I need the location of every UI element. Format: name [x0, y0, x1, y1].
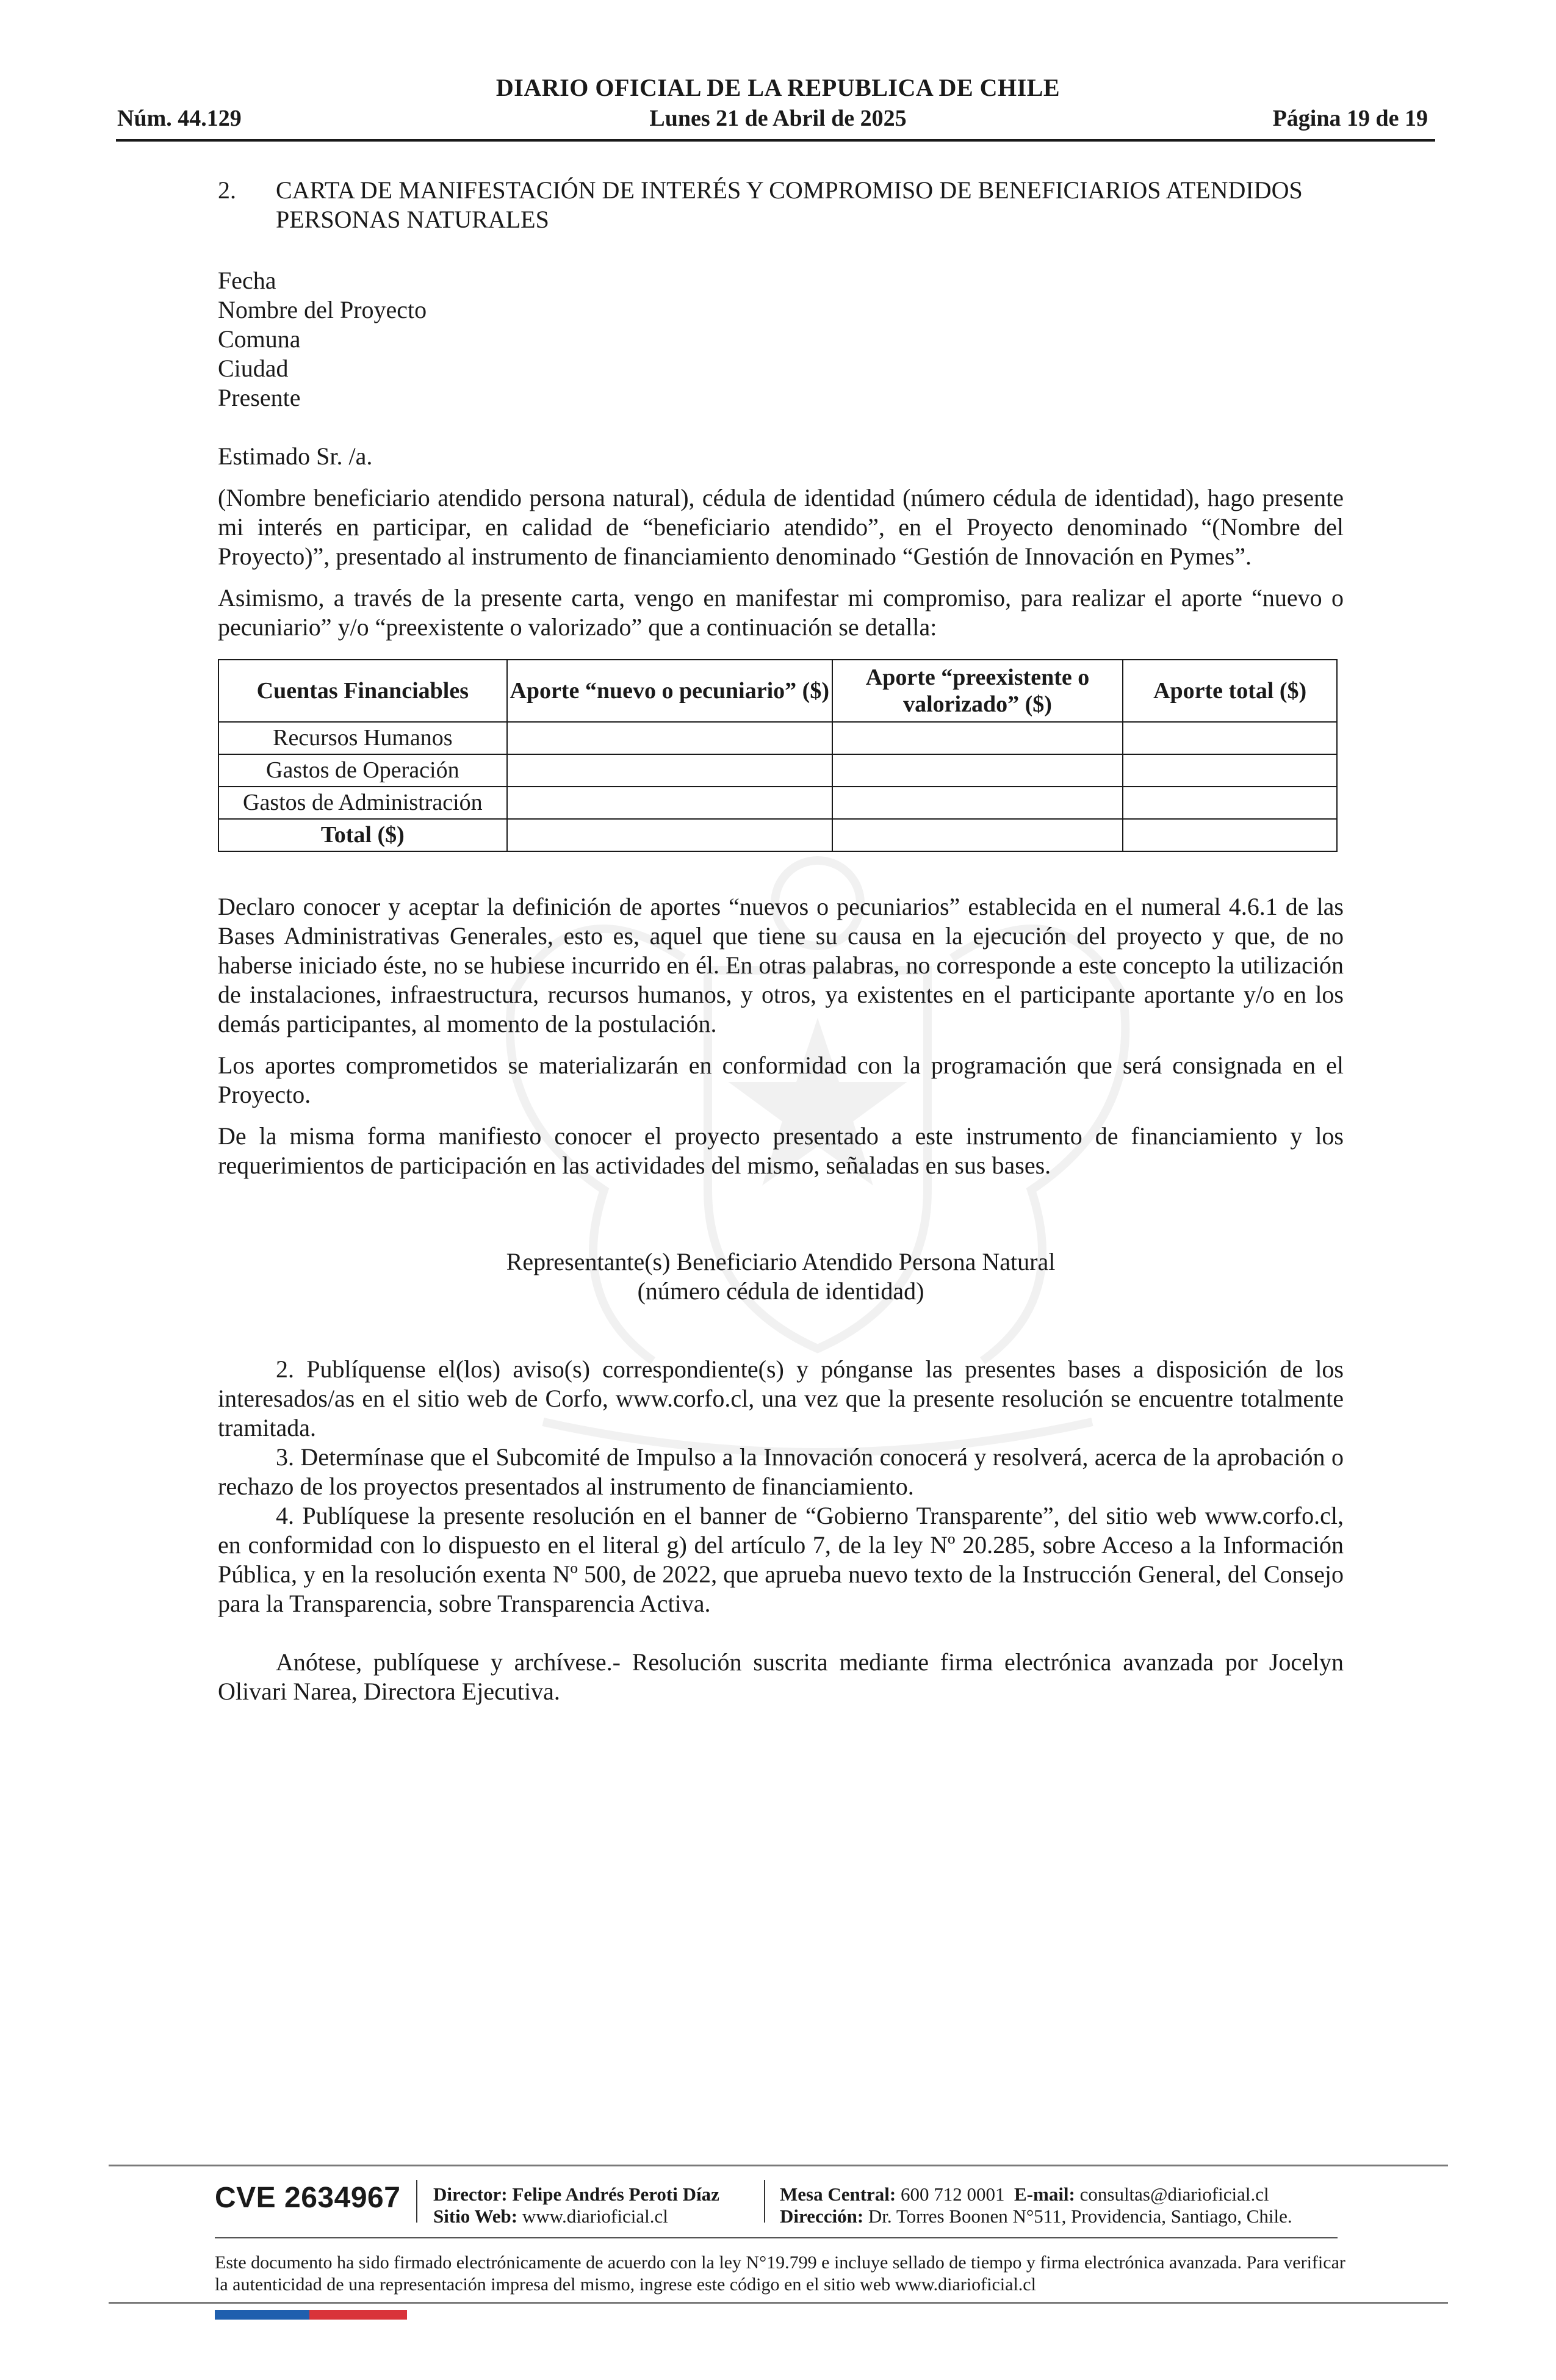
closing-statement: Anótese, publíquese y archívese.- Resolución suscrita mediante firma electrónica avanzada por Jocelyn Olivari Narea, Directora Ejecutiva.: [218, 1648, 1344, 1705]
row-label: Gastos de Administración: [218, 787, 507, 819]
total-label: Total ($): [218, 819, 507, 851]
table-cell: [1123, 754, 1337, 787]
table-cell: [507, 819, 832, 851]
signature-line-1: Representante(s) Beneficiario Atendido Persona Natural: [506, 1248, 1056, 1275]
flag-bar-red: [309, 2310, 407, 2320]
web-value[interactable]: www.diarioficial.cl: [522, 2205, 668, 2227]
table-row: [218, 722, 1337, 754]
paragraph-programming: Los aportes comprometidos se materializarán en conformidad con la programación que será consignada en el Proyecto.: [218, 1051, 1344, 1108]
document-body: [218, 176, 1344, 1706]
address-value: Dr. Torres Boonen N°511, Providencia, Santiago, Chile.: [868, 2205, 1292, 2227]
header-aporte-total: Aporte total ($): [1123, 660, 1337, 722]
table-cell: [1123, 819, 1337, 851]
row-label: Recursos Humanos: [218, 722, 507, 754]
email-value[interactable]: consultas@diarioficial.cl: [1079, 2183, 1269, 2205]
page-number: Página 19 de 19: [1272, 106, 1428, 131]
mesa-value: 600 712 0001: [901, 2183, 1005, 2205]
section-heading: [218, 176, 1344, 234]
footer-separator: [764, 2180, 765, 2223]
field-ciudad: Ciudad: [218, 355, 289, 382]
table-cell: [507, 787, 832, 819]
header-aporte-nuevo: Aporte “nuevo o pecuniario” ($): [507, 660, 832, 722]
resolution-item-3: 3. Determínase que el Subcomité de Impulso a la Innovación conocerá y resolverá, acerca de la aprobación o rechazo de los proyectos presentados al instrumento de financiamiento.: [218, 1443, 1344, 1500]
table-cell: [832, 754, 1123, 787]
footer-divider-bottom: [109, 2302, 1448, 2304]
table-cell: [507, 722, 832, 754]
table-row: [218, 754, 1337, 787]
paragraph-interest: (Nombre beneficiario atendido persona natural), cédula de identidad (número cédula de identidad), hago presente mi interés en participar, en calidad de “beneficiario atendido”, en el Proyecto denominado “(Nombre del Proyecto)”, presentado al instrumento de financiamiento denominado “Gestión de Innovación en Pymes”.: [218, 484, 1344, 570]
gazette-title: DIARIO OFICIAL DE LA REPUBLICA DE CHILE: [495, 74, 1061, 101]
paragraph-requirements: De la misma forma manifiesto conocer el proyecto presentado a este instrumento de financiamiento y los requerimientos de participación en las actividades del mismo, señaladas en sus bases.: [218, 1122, 1344, 1179]
table-cell: [507, 754, 832, 787]
field-nombre-proyecto: Nombre del Proyecto: [218, 296, 427, 323]
footer-separator: [416, 2180, 417, 2223]
table-cell: [832, 787, 1123, 819]
greeting: Estimado Sr. /a.: [218, 442, 373, 470]
resolution-item-4: 4. Publíquese la presente resolución en el banner de “Gobierno Transparente”, del sitio web www.corfo.cl, en conformidad con lo dispuesto en el literal g) del artículo 7, de la ley Nº 20.285, sobre Acceso a la Información Pública, y en la resolución exenta Nº 500, de 2022, que aprueba nuevo texto de la Instrucción General, del Consejo para la Transparencia, sobre Transparencia Activa.: [218, 1502, 1344, 1617]
table-header-row: [218, 660, 1337, 722]
address-label: Dirección:: [780, 2205, 864, 2227]
table-cell: [1123, 722, 1337, 754]
table-cell: [1123, 787, 1337, 819]
flag-bar-blue: [215, 2310, 309, 2320]
header-cuentas: Cuentas Financiables: [218, 660, 507, 722]
web-label: Sitio Web:: [433, 2205, 518, 2227]
mesa-label: Mesa Central:: [780, 2183, 896, 2205]
table-row: [218, 787, 1337, 819]
paragraph-declaration: Declaro conocer y aceptar la definición de aportes “nuevos o pecuniarios” establecida en el numeral 4.6.1 de las Bases Administrativas Generales, esto es, aquel que tiene su causa en la ejecución del proyecto y que, de no haberse iniciado éste, no se hubiese incurrido en él. En otras palabras, no corresponde a este concepto la utilización de instalaciones, infraestructura, recursos humanos, y otros, ya existentes en el participante aportante y/o en los demás participantes, al momento de la postulación.: [218, 893, 1344, 1037]
header-aporte-preexistente: Aporte “preexistente o valorizado” ($): [832, 660, 1123, 722]
footer-divider-top: [109, 2165, 1448, 2166]
field-fecha: Fecha: [218, 267, 276, 294]
signature-block: [218, 1247, 1344, 1306]
issue-number: Núm. 44.129: [117, 106, 242, 131]
resolution-item-2: 2. Publíquense el(los) aviso(s) correspondiente(s) y pónganse las presentes bases a disposición de los interesados/as en el sitio web de Corfo, www.corfo.cl, una vez que la presente resolución se encuentre totalmente tramitada.: [218, 1355, 1344, 1441]
table-cell: [832, 819, 1123, 851]
field-presente: Presente: [218, 384, 301, 411]
director-label: Director:: [433, 2183, 508, 2205]
footer-director-block: [433, 2183, 719, 2227]
section-title: CARTA DE MANIFESTACIÓN DE INTERÉS Y COMPROMISO DE BENEFICIARIOS ATENDIDOS PERSONAS NATURALES: [276, 176, 1303, 233]
header-divider: [116, 139, 1435, 142]
footer-contact-block: [780, 2183, 1292, 2227]
field-comuna: Comuna: [218, 325, 301, 353]
footer-divider-middle: [215, 2237, 1338, 2238]
letter-fields: [218, 266, 1344, 413]
issue-date: Lunes 21 de Abril de 2025: [649, 106, 907, 131]
contributions-table: [218, 659, 1338, 852]
signature-line-2: (número cédula de identidad): [637, 1277, 924, 1305]
table-cell: [832, 722, 1123, 754]
email-label: E-mail:: [1014, 2183, 1075, 2205]
director-name: Felipe Andrés Peroti Díaz: [512, 2183, 719, 2205]
cve-code: CVE 2634967: [215, 2182, 401, 2214]
section-number: 2.: [218, 176, 236, 204]
footer-legal-notice: Este documento ha sido firmado electrónicamente de acuerdo con la ley N°19.799 e incluye sellado de tiempo y firma electrónica avanzada. Para verificar la autenticidad de una representación impresa del mismo, ingrese este código en el sitio web www.diarioficial.cl: [215, 2252, 1345, 2295]
paragraph-commitment: Asimismo, a través de la presente carta, vengo en manifestar mi compromiso, para realizar el aporte “nuevo o pecuniario” y/o “preexistente o valorizado” que a continuación se detalla:: [218, 584, 1344, 641]
table-total-row: [218, 819, 1337, 851]
row-label: Gastos de Operación: [218, 754, 507, 787]
